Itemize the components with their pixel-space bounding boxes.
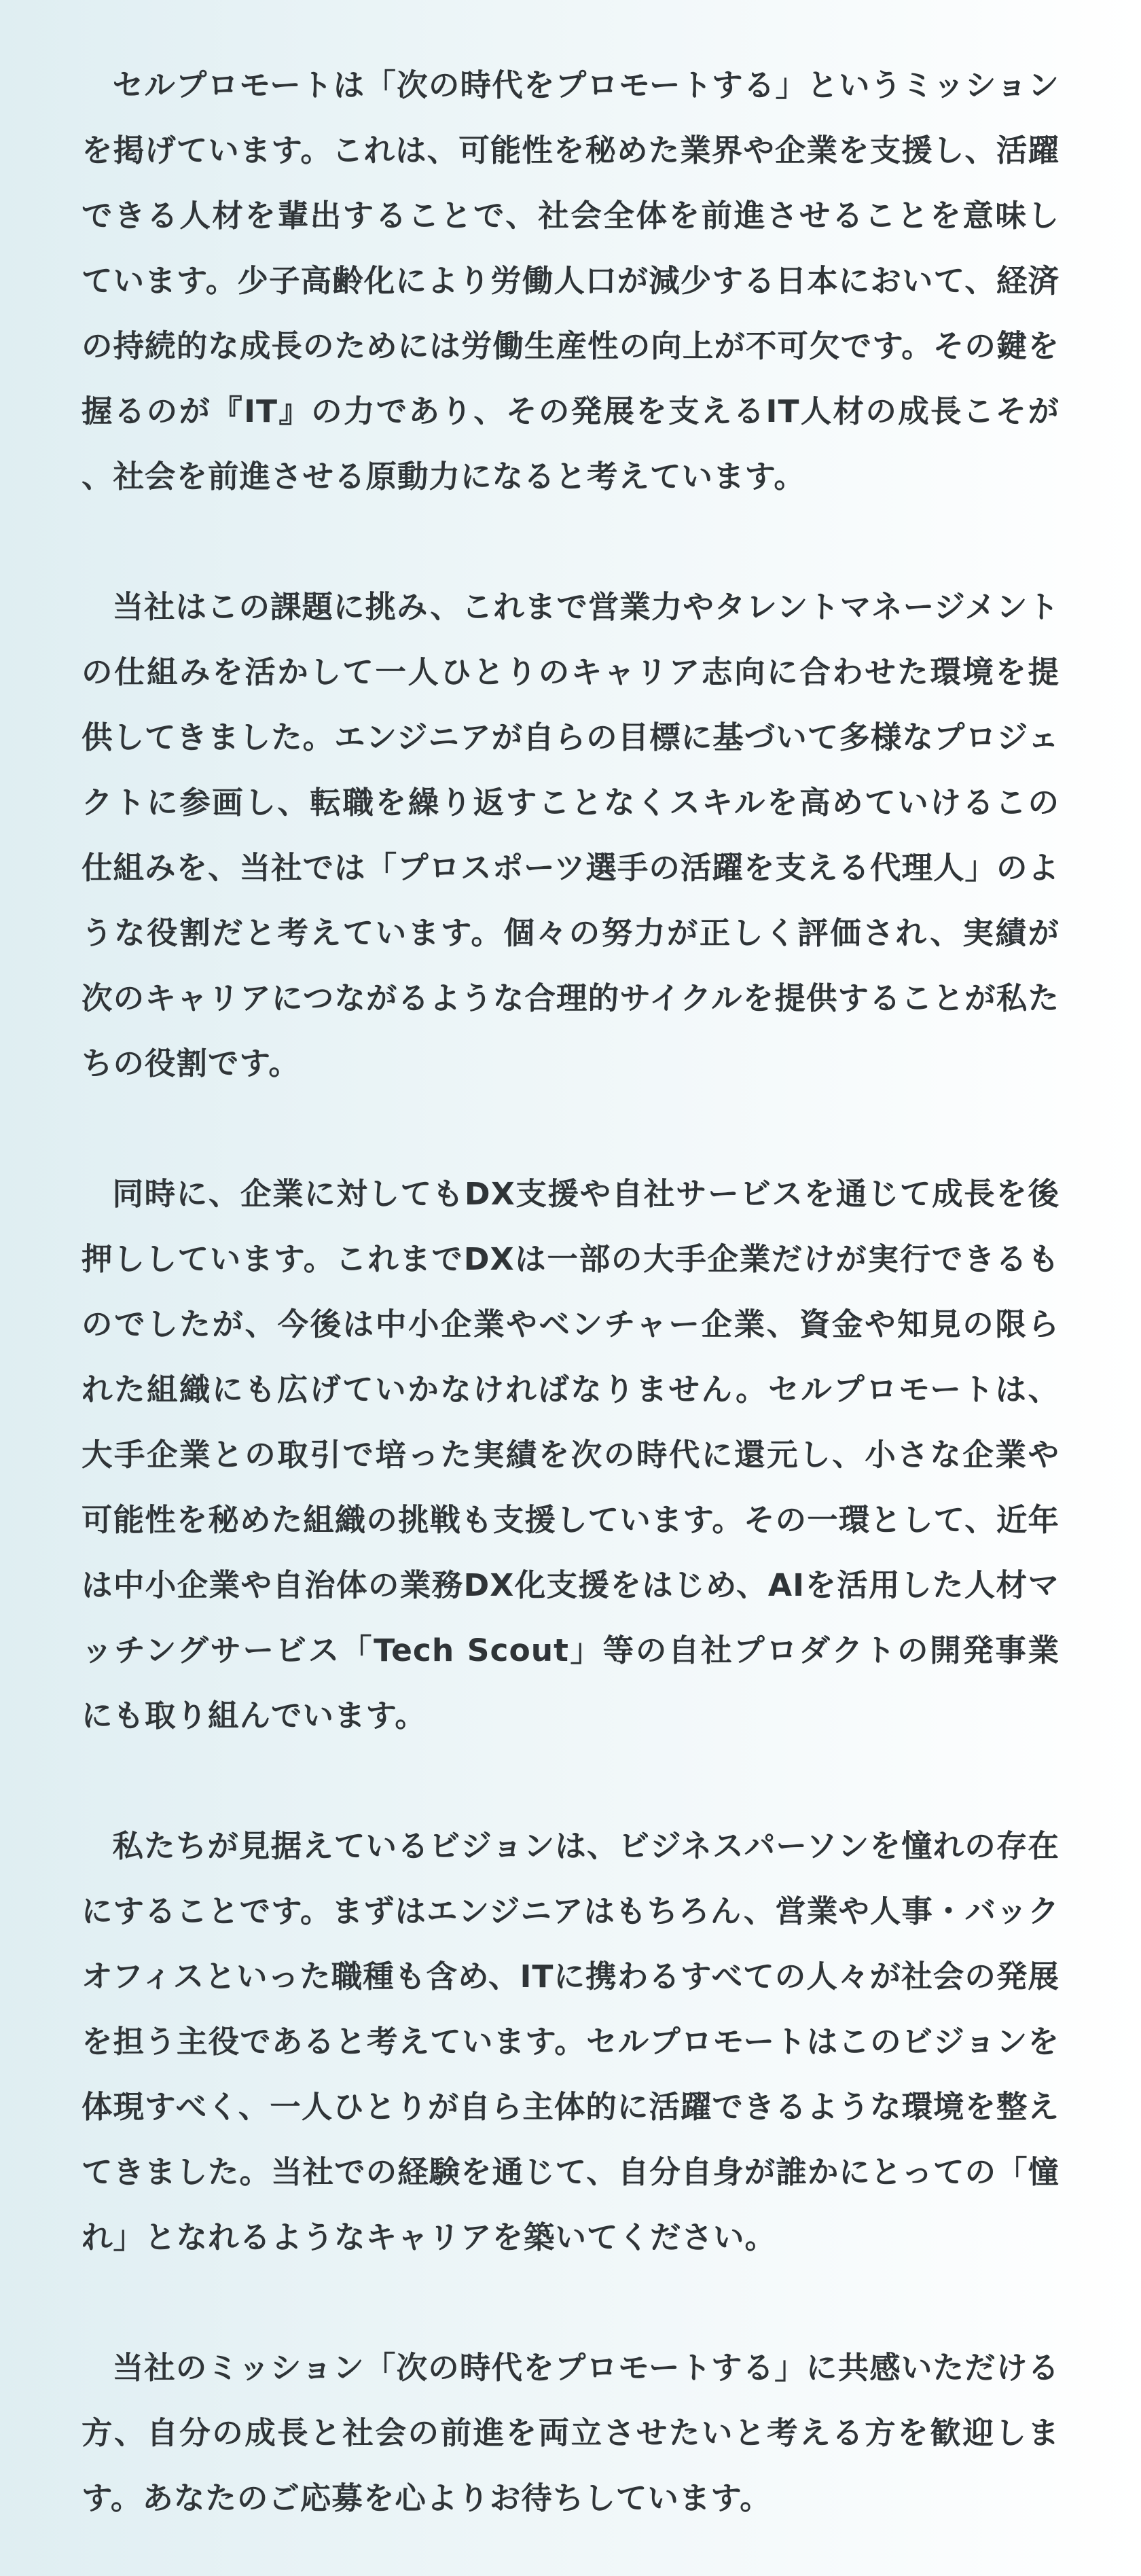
dx-support-paragraph: 同時に、企業に対してもDX支援や自社サービスを通じて成長を後押ししています。これまでDXは一部の大手企業だけが実行できるものでしたが、今後は中小企業やベンチャー企業、資金や知見の限られた組織にも広げていかなければなりません。セルプロモートは、大手企業との取引で培った実績を次の時代に還元し、小さな企業や可能性を秘めた組織の挑戦も支援しています。その一環として、近年は中小企業や自治体の業務DX化支援をはじめ、AIを活用した人材マッチングサービス「Tech Scout」等の自社プロダクトの開発事業にも取り組んでいます。	[82, 1176, 1060, 1734]
vision-paragraph: 私たちが見据えているビジョンは、ビジネスパーソンを憧れの存在にすることです。まずはエンジニアはもちろん、営業や人事・バックオフィスといった職種も含め、ITに携わるすべての人々が社会の発展を担う主役であると考えています。セルプロモートはこのビジョンを体現すべく、一人ひとりが自ら主体的に活躍できるような環境を整えてきました。当社での経験を通じて、自分自身が誰かにとっての「憧れ」となれるようなキャリアを築いてください。	[82, 1828, 1060, 2255]
career-support-paragraph: 当社はこの課題に挑み、これまで営業力やタレントマネージメントの仕組みを活かして一人ひとりのキャリア志向に合わせた環境を提供してきました。エンジニアが自らの目標に基づいて多様なプロジェクトに参画し、転職を繰り返すことなくスキルを高めていけるこの仕組みを、当社では「プロスポーツ選手の活躍を支える代理人」のような役割だと考えています。個々の努力が正しく評価され、実績が次のキャリアにつながるような合理的サイクルを提供することが私たちの役割です。	[82, 589, 1060, 1081]
recruitment-message-paragraph: 当社のミッション「次の時代をプロモートする」に共感いただける方、自分の成長と社会の前進を両立させたいと考える方を歓迎します。あなたのご応募を心よりお待ちしています。	[82, 2350, 1060, 2516]
mission-paragraph: セルプロモートは「次の時代をプロモートする」というミッションを掲げています。これは、可能性を秘めた業界や企業を支援し、活躍できる人材を輩出することで、社会全体を前進させることを意味しています。少子高齢化により労働人口が減少する日本において、経済の持続的な成長のためには労働生産性の向上が不可欠です。その鍵を握るのが『IT』の力であり、その発展を支えるIT人材の成長こそが、社会を前進させる原動力になると考えています。	[82, 67, 1060, 495]
